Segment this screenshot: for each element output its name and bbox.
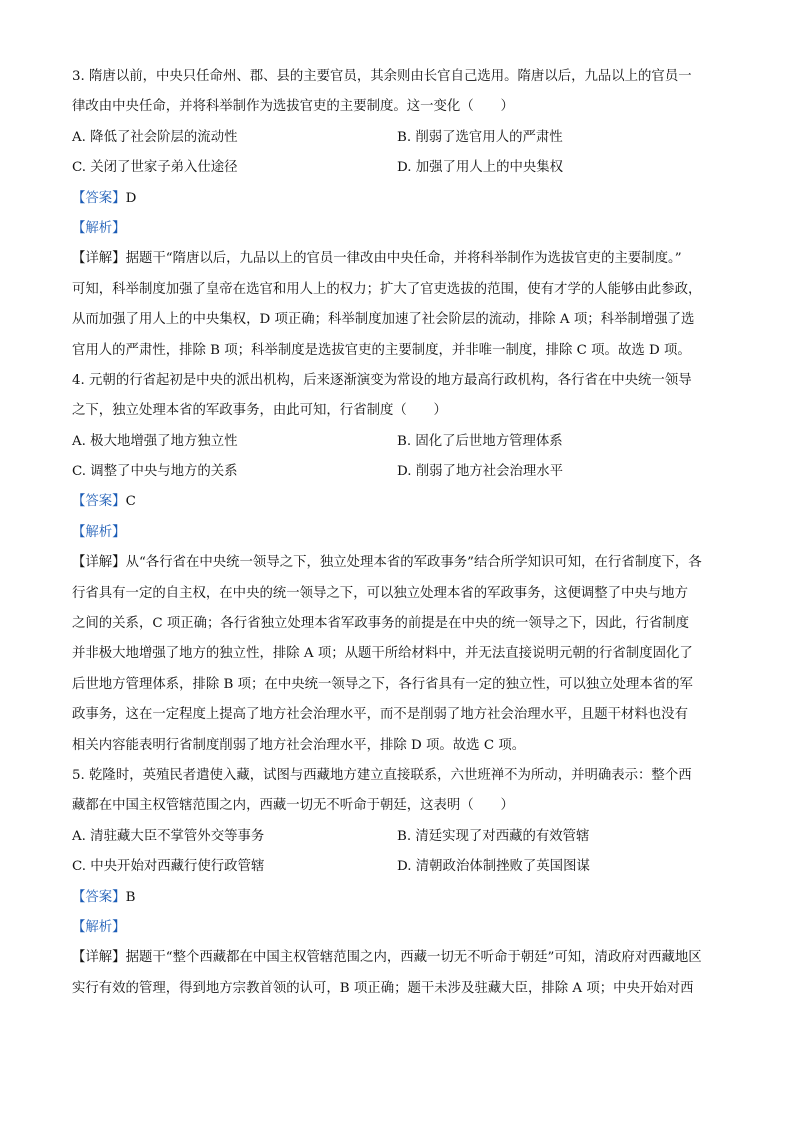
detail-line: 从而加强了用人上的中央集权，D 项正确；科举制度加速了社会阶层的流动，排除 A 项；科举制增强了选 bbox=[72, 312, 695, 328]
option-row bbox=[72, 123, 722, 153]
answer-tag: 【答案】 bbox=[72, 494, 126, 510]
option-d: D. 削弱了地方社会治理水平 bbox=[397, 464, 564, 480]
answer-tag: 【答案】 bbox=[72, 889, 126, 905]
answer-line bbox=[72, 184, 722, 214]
analysis-line bbox=[72, 518, 722, 548]
detail-line: 政事务，这在一定程度上提高了地方社会治理水平，而不是削弱了地方社会治理水平，且题干材料也没有 bbox=[72, 707, 688, 723]
detail-tag: 【详解】 bbox=[72, 251, 126, 267]
option-b: B. 清廷实现了对西藏的有效管辖 bbox=[397, 828, 590, 844]
option-row bbox=[72, 852, 722, 882]
analysis-tag: 【解析】 bbox=[72, 220, 126, 236]
answer-value: D bbox=[125, 190, 137, 206]
detail-text: 从“各行省在中央统一领导之下，独立处理本省的军政事务”结合所学知识可知，在行省制度下，各 bbox=[125, 555, 702, 571]
option-a: A. 清驻藏大臣不掌管外交等事务 bbox=[72, 828, 265, 844]
question-4 bbox=[72, 366, 722, 761]
question-3 bbox=[72, 62, 722, 366]
question-5 bbox=[72, 761, 722, 1004]
option-b: B. 削弱了选官用人的严肃性 bbox=[397, 129, 563, 145]
detail-line bbox=[72, 548, 722, 578]
option-b: B. 固化了后世地方管理体系 bbox=[397, 433, 563, 449]
option-c: C. 中央开始对西藏行使行政管辖 bbox=[72, 859, 265, 875]
detail-line: 行省具有一定的自主权，在中央的统一领导之下，可以独立处理本省的军政事务，这便调整了中央与地方 bbox=[72, 585, 688, 601]
question-stem-line: 5. 乾隆时，英殖民者遣使入藏，试图与西藏地方建立直接联系，六世班禅不为所动，并明确表示：整个西 bbox=[72, 767, 692, 783]
option-c: C. 关闭了世家子弟入仕途径 bbox=[72, 160, 238, 176]
analysis-line bbox=[72, 214, 722, 244]
document-page bbox=[72, 62, 722, 1004]
detail-line: 实行有效的管理，得到地方宗教首领的认可，B 项正确；题干未涉及驻藏大臣，排除 A 项；中央开始对西 bbox=[72, 980, 694, 996]
answer-line bbox=[72, 487, 722, 517]
answer-line bbox=[72, 883, 722, 913]
detail-line: 官用人的严肃性，排除 B 项；科举制度是选拔官吏的主要制度，并非唯一制度，排除 C 项。故选 D 项。 bbox=[72, 342, 691, 358]
analysis-tag: 【解析】 bbox=[72, 524, 126, 540]
detail-line: 可知，科举制度加强了皇帝在选官和用人上的权力；扩大了官吏选拔的范围，使有才学的人能够由此参政， bbox=[72, 281, 702, 297]
question-stem-line: 律改由中央任命，并将科举制作为选拔官吏的主要制度。这一变化（ ） bbox=[72, 99, 514, 115]
detail-line bbox=[72, 943, 722, 973]
option-row bbox=[72, 822, 722, 852]
detail-line: 之间的关系，C 项正确；各行省独立处理本省军政事务的前提是在中央的统一领导之下，因此，行省制度 bbox=[72, 616, 690, 632]
detail-tag: 【详解】 bbox=[72, 950, 126, 966]
answer-value: B bbox=[125, 889, 136, 905]
question-stem-line: 3. 隋唐以前，中央只任命州、郡、县的主要官员，其余则由长官自己选用。隋唐以后，九品以上的官员一 bbox=[72, 69, 692, 84]
option-a: A. 降低了社会阶层的流动性 bbox=[72, 129, 238, 145]
option-row bbox=[72, 457, 722, 487]
option-row bbox=[72, 153, 722, 183]
option-d: D. 加强了用人上的中央集权 bbox=[397, 160, 564, 176]
detail-line: 并非极大地增强了地方的独立性，排除 A 项；从题干所给材料中，并无法直接说明元朝的行省制度固化了 bbox=[72, 646, 693, 662]
detail-line bbox=[72, 244, 722, 274]
question-stem-line: 4. 元朝的行省起初是中央的派出机构，后来逐渐演变为常设的地方最高行政机构，各行省在中央统一领导 bbox=[72, 372, 692, 388]
analysis-line bbox=[72, 913, 722, 943]
analysis-tag: 【解析】 bbox=[72, 919, 126, 935]
detail-tag: 【详解】 bbox=[72, 555, 126, 571]
question-stem-line: 之下，独立处理本省的军政事务，由此可知，行省制度（ ） bbox=[72, 403, 447, 419]
detail-text: 据题干“隋唐以后，九品以上的官员一律改由中央任命，并将科举制作为选拔官吏的主要制度。” bbox=[125, 251, 682, 267]
detail-line: 后世地方管理体系，排除 B 项；在中央统一领导之下，各行省具有一定的独立性，可以独立处理本省的军 bbox=[72, 676, 693, 692]
answer-value: C bbox=[125, 494, 136, 510]
option-row bbox=[72, 427, 722, 457]
option-a: A. 极大地增强了地方独立性 bbox=[72, 433, 238, 449]
answer-tag: 【答案】 bbox=[72, 190, 126, 206]
detail-line: 相关内容能表明行省制度削弱了地方社会治理水平，排除 D 项。故选 C 项。 bbox=[72, 737, 526, 753]
detail-text: 据题干“整个西藏都在中国主权管辖范围之内，西藏一切无不听命于朝廷”可知，清政府对西藏地区 bbox=[125, 950, 702, 966]
question-stem-line: 藏都在中国主权管辖范围之内，西藏一切无不听命于朝廷，这表明（ ） bbox=[72, 798, 514, 814]
option-c: C. 调整了中央与地方的关系 bbox=[72, 464, 238, 480]
option-d: D. 清朝政治体制挫败了英国图谋 bbox=[397, 859, 590, 875]
